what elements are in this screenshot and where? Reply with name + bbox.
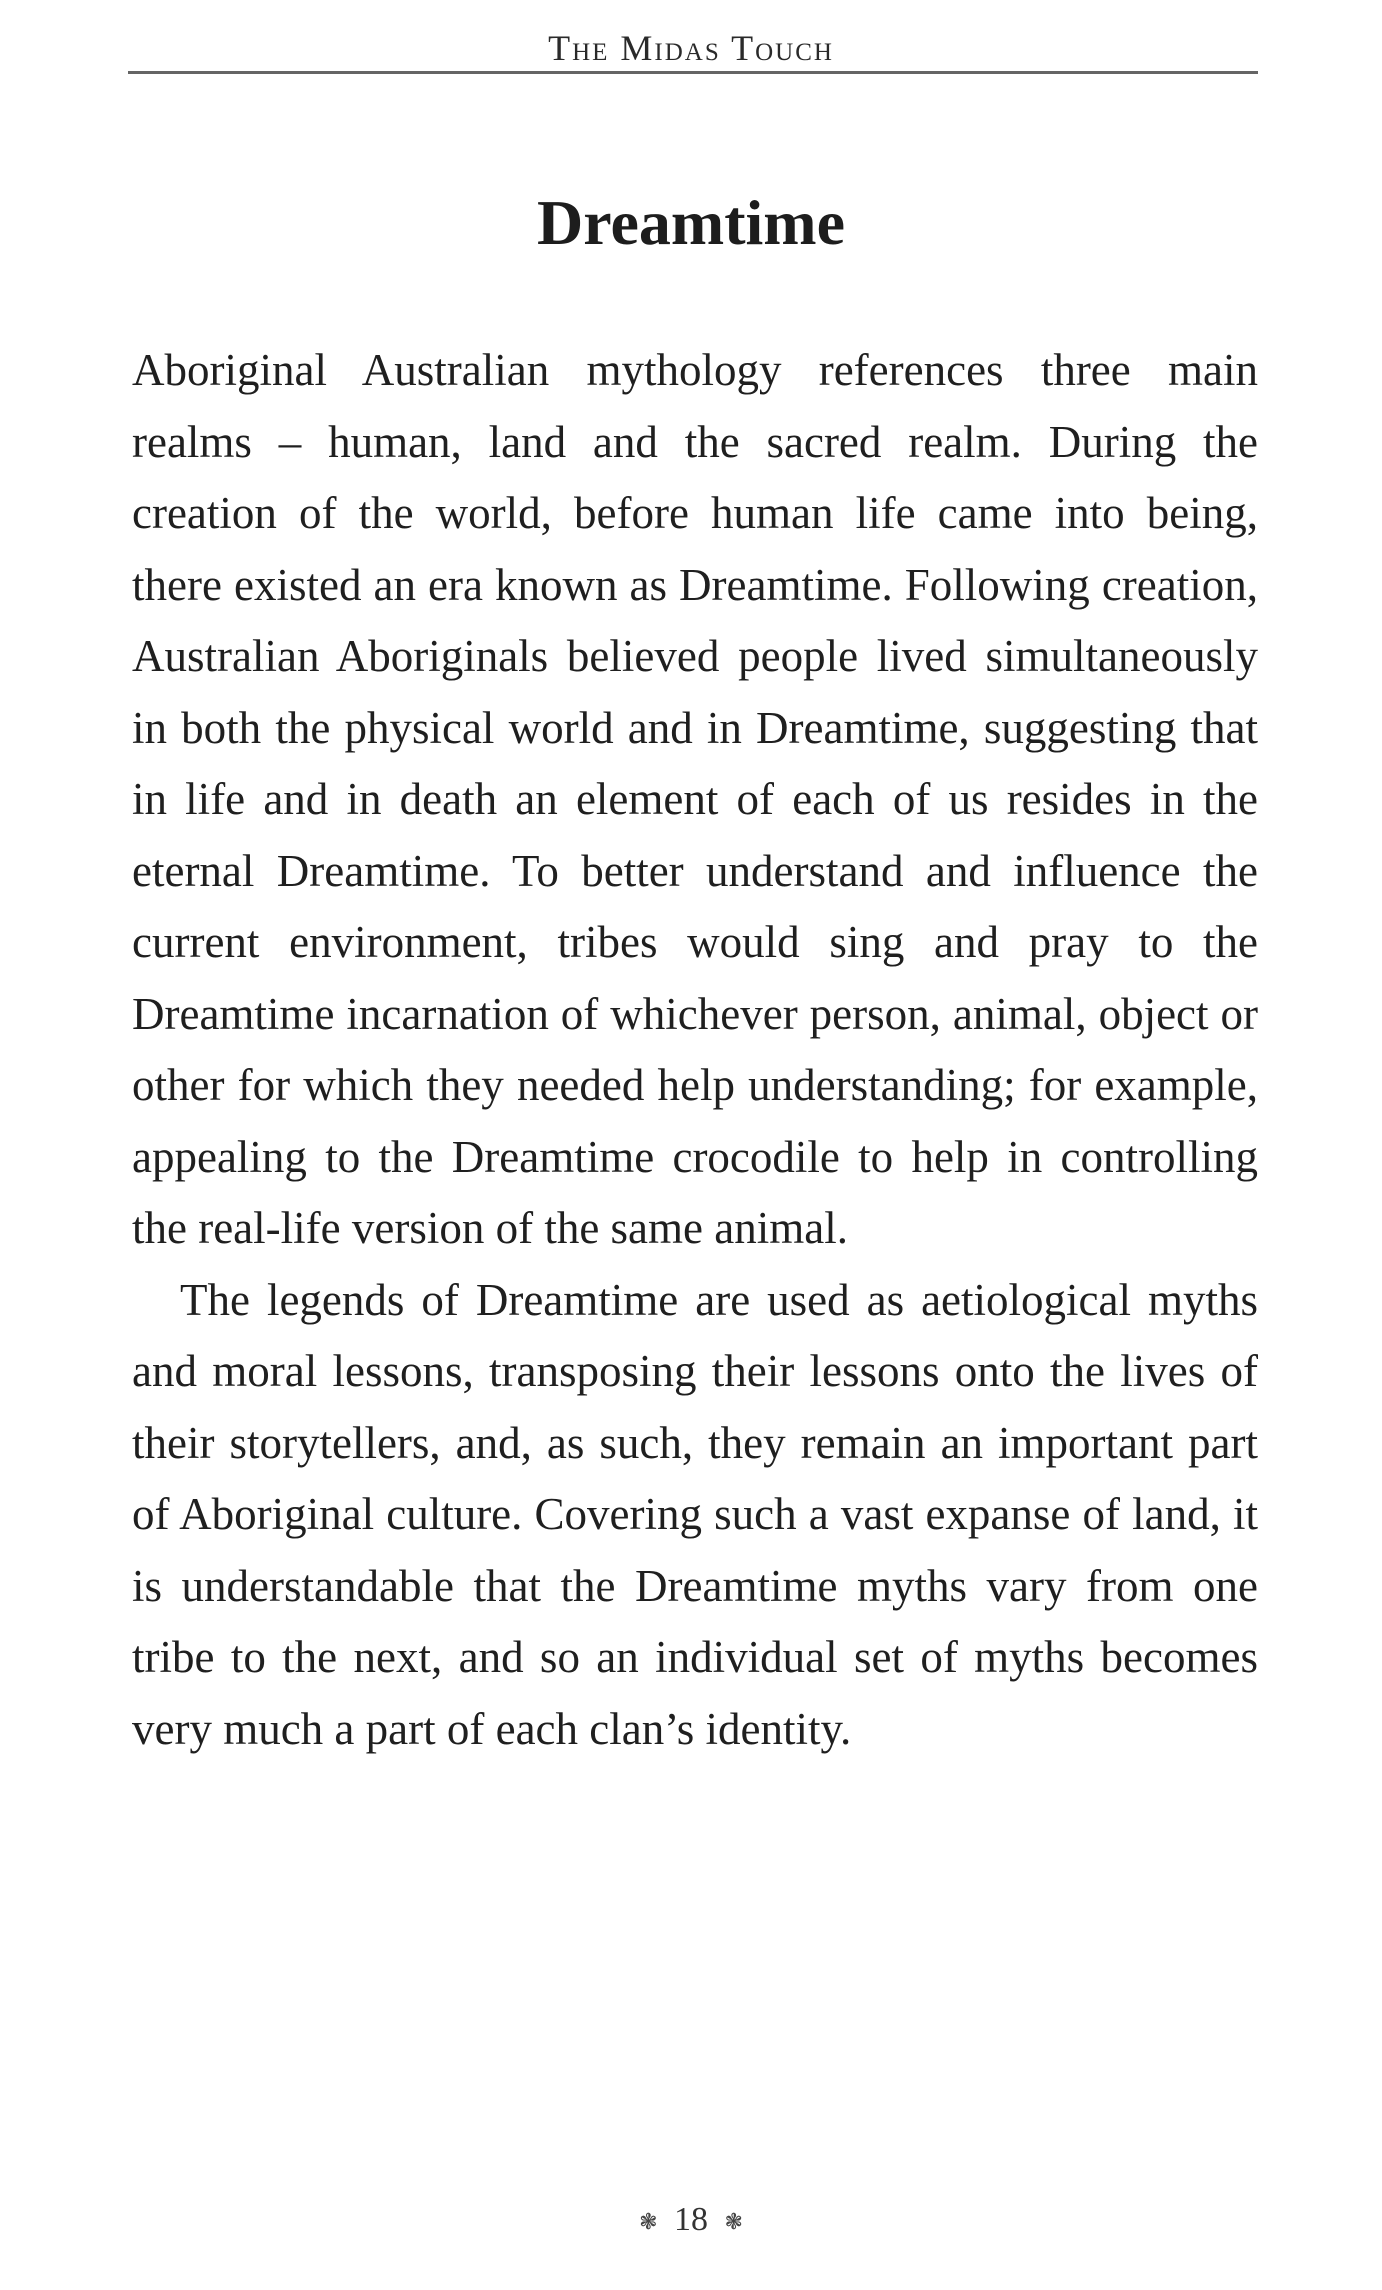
header-rule (128, 71, 1258, 74)
running-head: The Midas Touch (548, 28, 834, 68)
left-ornament-icon: ❃ (639, 2209, 658, 2235)
chapter-title: Dreamtime (537, 187, 845, 258)
body-text (132, 335, 1258, 1765)
paragraph-2: The legends of Dreamtime are used as aetiological myths and moral lessons, transposing their lessons onto the lives of their storytellers, and, as such, they remain an important part of Aboriginal culture. Covering such a vast expanse of land, it is understandable that the Dreamtime myths vary from one tribe to the next, and so an individual set of myths becomes very much a part of each clan’s identity. (132, 1274, 1258, 1754)
page-number: 18 (674, 2201, 708, 2238)
page-footer (0, 2200, 1382, 2242)
paragraph-1: Aboriginal Australian mythology references three main realms – human, land and the sacred realm. During the creation of the world, before human life came into being, there existed an era known as Dreamtime. Following creation, Australian Aboriginals believed people lived simultaneously in both the physical world and in Dreamtime, suggesting that in life and in death an element of each of us resides in the eternal Dreamtime. To better understand and influence the current environment, tribes would sing and pray to the Dreamtime incarnation of whichever person, animal, object or other for which they needed help understanding; for example, appealing to the Dreamtime crocodile to help in controlling the real-life version of the same animal. (132, 345, 1258, 1253)
right-ornament-icon: ❃ (724, 2209, 743, 2235)
